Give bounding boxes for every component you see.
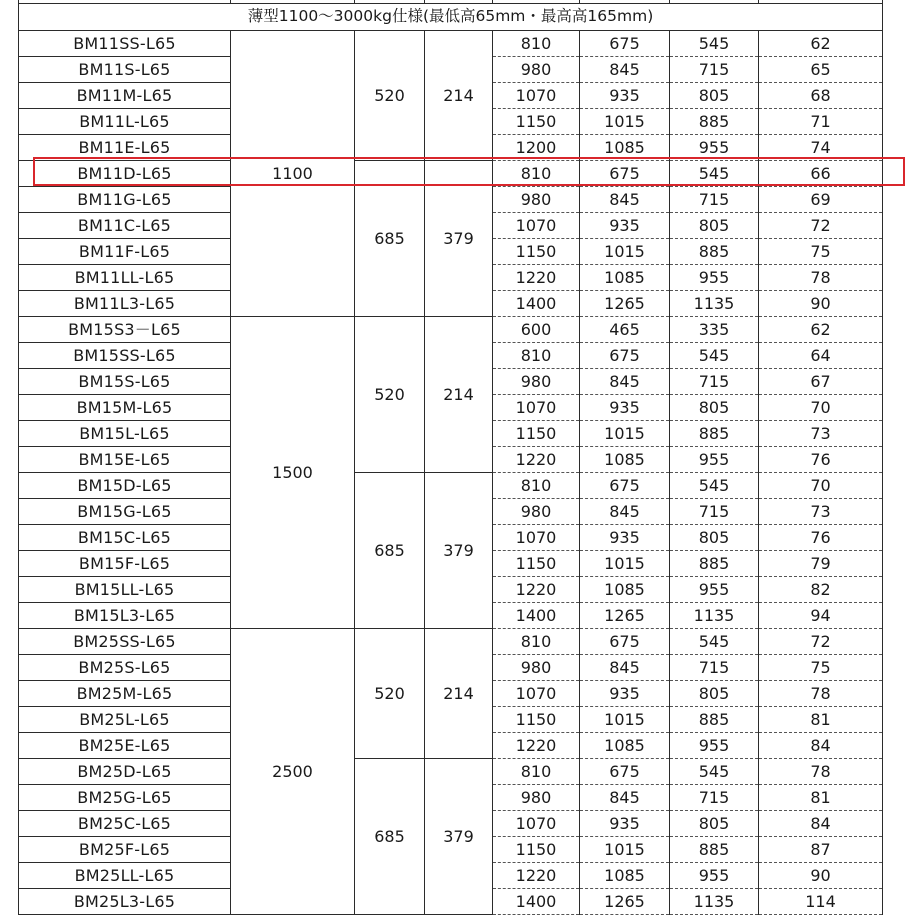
value-cell-1: 1220: [493, 863, 580, 889]
table-row: [19, 759, 883, 785]
value-cell-3: 545: [670, 759, 759, 785]
value-cell-2: 1265: [580, 603, 670, 629]
value-cell-1: 980: [493, 369, 580, 395]
value-cell-1: 810: [493, 343, 580, 369]
model-cell: BM15S-L65: [19, 369, 231, 395]
value-cell-4: 68: [759, 83, 883, 109]
value-cell-3: 715: [670, 57, 759, 83]
model-cell: BM11L-L65: [19, 109, 231, 135]
value-cell-1: 980: [493, 57, 580, 83]
model-cell: BM25F-L65: [19, 837, 231, 863]
value-cell-2: 1085: [580, 265, 670, 291]
capacity-cell: 1100: [231, 31, 355, 317]
model-cell: BM15L3-L65: [19, 603, 231, 629]
value-cell-2: 1085: [580, 733, 670, 759]
value-cell-1: 1400: [493, 603, 580, 629]
value-cell-1: 1150: [493, 239, 580, 265]
value-cell-3: 715: [670, 187, 759, 213]
value-cell-2: 1265: [580, 889, 670, 915]
model-cell: BM15F-L65: [19, 551, 231, 577]
model-cell: BM11C-L65: [19, 213, 231, 239]
model-cell: BM11G-L65: [19, 187, 231, 213]
value-cell-3: 885: [670, 707, 759, 733]
value-cell-1: 810: [493, 31, 580, 57]
value-cell-3: 715: [670, 499, 759, 525]
value-cell-3: 885: [670, 109, 759, 135]
table-row: [19, 629, 883, 655]
table-title-row: [19, 4, 883, 31]
value-cell-3: 805: [670, 83, 759, 109]
dimension-a-cell: 685: [355, 161, 425, 317]
value-cell-3: 545: [670, 161, 759, 187]
model-cell: BM25SS-L65: [19, 629, 231, 655]
value-cell-3: 545: [670, 473, 759, 499]
model-cell: BM11SS-L65: [19, 31, 231, 57]
value-cell-1: 980: [493, 785, 580, 811]
model-cell: BM11LL-L65: [19, 265, 231, 291]
value-cell-4: 78: [759, 681, 883, 707]
value-cell-4: 94: [759, 603, 883, 629]
value-cell-2: 675: [580, 629, 670, 655]
value-cell-3: 1135: [670, 603, 759, 629]
value-cell-4: 65: [759, 57, 883, 83]
value-cell-4: 64: [759, 343, 883, 369]
value-cell-3: 885: [670, 421, 759, 447]
value-cell-1: 980: [493, 187, 580, 213]
value-cell-4: 75: [759, 239, 883, 265]
value-cell-1: 1150: [493, 837, 580, 863]
value-cell-3: 1135: [670, 291, 759, 317]
model-cell: BM11S-L65: [19, 57, 231, 83]
model-cell: BM25L-L65: [19, 707, 231, 733]
value-cell-3: 335: [670, 317, 759, 343]
value-cell-3: 885: [670, 551, 759, 577]
value-cell-3: 955: [670, 863, 759, 889]
dimension-b-cell: 379: [425, 161, 493, 317]
spec-table: [18, 0, 883, 915]
value-cell-2: 1085: [580, 135, 670, 161]
capacity-cell: 1500: [231, 317, 355, 629]
value-cell-1: 1150: [493, 109, 580, 135]
value-cell-3: 885: [670, 837, 759, 863]
value-cell-1: 810: [493, 629, 580, 655]
dimension-b-cell: 214: [425, 317, 493, 473]
dimension-a-cell: 685: [355, 473, 425, 629]
value-cell-2: 935: [580, 395, 670, 421]
value-cell-4: 69: [759, 187, 883, 213]
value-cell-1: 1400: [493, 291, 580, 317]
model-cell: BM15C-L65: [19, 525, 231, 551]
value-cell-1: 1070: [493, 213, 580, 239]
model-cell: BM25C-L65: [19, 811, 231, 837]
model-cell: BM25L3-L65: [19, 889, 231, 915]
value-cell-4: 81: [759, 785, 883, 811]
value-cell-1: 1200: [493, 135, 580, 161]
model-cell: BM11D-L65: [19, 161, 231, 187]
value-cell-2: 675: [580, 161, 670, 187]
value-cell-3: 715: [670, 369, 759, 395]
value-cell-4: 90: [759, 291, 883, 317]
value-cell-4: 84: [759, 811, 883, 837]
value-cell-1: 1150: [493, 551, 580, 577]
model-cell: BM25LL-L65: [19, 863, 231, 889]
capacity-cell: 2500: [231, 629, 355, 915]
value-cell-4: 62: [759, 317, 883, 343]
dimension-b-cell: 214: [425, 31, 493, 161]
value-cell-2: 675: [580, 343, 670, 369]
value-cell-4: 78: [759, 265, 883, 291]
value-cell-1: 810: [493, 473, 580, 499]
value-cell-4: 71: [759, 109, 883, 135]
value-cell-2: 935: [580, 83, 670, 109]
model-cell: BM11F-L65: [19, 239, 231, 265]
value-cell-1: 1070: [493, 681, 580, 707]
model-cell: BM25E-L65: [19, 733, 231, 759]
value-cell-3: 1135: [670, 889, 759, 915]
value-cell-1: 600: [493, 317, 580, 343]
model-cell: BM15SS-L65: [19, 343, 231, 369]
model-cell: BM25M-L65: [19, 681, 231, 707]
value-cell-3: 805: [670, 213, 759, 239]
value-cell-2: 845: [580, 499, 670, 525]
dimension-a-cell: 520: [355, 317, 425, 473]
value-cell-2: 1015: [580, 239, 670, 265]
value-cell-2: 935: [580, 811, 670, 837]
value-cell-1: 980: [493, 655, 580, 681]
value-cell-3: 545: [670, 343, 759, 369]
value-cell-4: 75: [759, 655, 883, 681]
value-cell-2: 935: [580, 681, 670, 707]
model-cell: BM11L3-L65: [19, 291, 231, 317]
value-cell-1: 1400: [493, 889, 580, 915]
model-cell: BM15S3－L65: [19, 317, 231, 343]
value-cell-1: 810: [493, 759, 580, 785]
table-row: [19, 473, 883, 499]
value-cell-4: 79: [759, 551, 883, 577]
value-cell-2: 1015: [580, 707, 670, 733]
value-cell-4: 74: [759, 135, 883, 161]
value-cell-3: 545: [670, 31, 759, 57]
value-cell-2: 675: [580, 473, 670, 499]
value-cell-2: 675: [580, 31, 670, 57]
value-cell-2: 1015: [580, 109, 670, 135]
value-cell-1: 1070: [493, 811, 580, 837]
dimension-b-cell: 214: [425, 629, 493, 759]
value-cell-2: 1085: [580, 863, 670, 889]
value-cell-2: 845: [580, 57, 670, 83]
value-cell-2: 935: [580, 213, 670, 239]
value-cell-2: 1085: [580, 577, 670, 603]
model-cell: BM25G-L65: [19, 785, 231, 811]
value-cell-1: 1070: [493, 83, 580, 109]
dimension-b-cell: 379: [425, 473, 493, 629]
model-cell: BM15LL-L65: [19, 577, 231, 603]
value-cell-2: 845: [580, 369, 670, 395]
value-cell-2: 845: [580, 785, 670, 811]
value-cell-1: 1150: [493, 707, 580, 733]
value-cell-3: 715: [670, 785, 759, 811]
model-cell: BM15D-L65: [19, 473, 231, 499]
model-cell: BM25D-L65: [19, 759, 231, 785]
value-cell-4: 76: [759, 525, 883, 551]
dimension-a-cell: 520: [355, 31, 425, 161]
model-cell: BM15L-L65: [19, 421, 231, 447]
model-cell: BM15M-L65: [19, 395, 231, 421]
value-cell-4: 90: [759, 863, 883, 889]
value-cell-2: 1265: [580, 291, 670, 317]
value-cell-3: 805: [670, 681, 759, 707]
value-cell-1: 1220: [493, 733, 580, 759]
value-cell-1: 1070: [493, 395, 580, 421]
value-cell-2: 465: [580, 317, 670, 343]
model-cell: BM25S-L65: [19, 655, 231, 681]
table-row: [19, 31, 883, 57]
value-cell-4: 62: [759, 31, 883, 57]
value-cell-4: 72: [759, 629, 883, 655]
dimension-b-cell: 379: [425, 759, 493, 915]
value-cell-2: 1085: [580, 447, 670, 473]
value-cell-4: 67: [759, 369, 883, 395]
value-cell-1: 810: [493, 161, 580, 187]
value-cell-1: 1150: [493, 421, 580, 447]
value-cell-1: 980: [493, 499, 580, 525]
value-cell-3: 805: [670, 395, 759, 421]
value-cell-3: 955: [670, 265, 759, 291]
table-title: 薄型1100～3000kg仕様(最低高65mm・最高高165mm): [19, 4, 883, 31]
value-cell-4: 114: [759, 889, 883, 915]
value-cell-3: 955: [670, 577, 759, 603]
value-cell-3: 805: [670, 811, 759, 837]
value-cell-4: 76: [759, 447, 883, 473]
value-cell-3: 885: [670, 239, 759, 265]
value-cell-2: 1015: [580, 421, 670, 447]
value-cell-3: 955: [670, 135, 759, 161]
value-cell-1: 1220: [493, 447, 580, 473]
dimension-a-cell: 520: [355, 629, 425, 759]
value-cell-4: 81: [759, 707, 883, 733]
value-cell-4: 73: [759, 499, 883, 525]
value-cell-1: 1070: [493, 525, 580, 551]
value-cell-1: 1220: [493, 265, 580, 291]
value-cell-2: 845: [580, 187, 670, 213]
value-cell-4: 70: [759, 395, 883, 421]
value-cell-3: 955: [670, 733, 759, 759]
value-cell-2: 1015: [580, 837, 670, 863]
table-row-highlighted: [19, 161, 883, 187]
model-cell: BM15E-L65: [19, 447, 231, 473]
value-cell-4: 82: [759, 577, 883, 603]
value-cell-1: 1220: [493, 577, 580, 603]
value-cell-4: 87: [759, 837, 883, 863]
value-cell-3: 545: [670, 629, 759, 655]
model-cell: BM15G-L65: [19, 499, 231, 525]
value-cell-2: 1015: [580, 551, 670, 577]
value-cell-4: 84: [759, 733, 883, 759]
value-cell-4: 72: [759, 213, 883, 239]
model-cell: BM11E-L65: [19, 135, 231, 161]
value-cell-3: 955: [670, 447, 759, 473]
value-cell-3: 715: [670, 655, 759, 681]
spec-sheet: [18, 0, 882, 911]
value-cell-3: 805: [670, 525, 759, 551]
dimension-a-cell: 685: [355, 759, 425, 915]
value-cell-4: 66: [759, 161, 883, 187]
value-cell-4: 78: [759, 759, 883, 785]
table-row: [19, 317, 883, 343]
value-cell-4: 73: [759, 421, 883, 447]
spec-table-body: [19, 0, 883, 915]
model-cell: BM11M-L65: [19, 83, 231, 109]
value-cell-2: 845: [580, 655, 670, 681]
value-cell-2: 675: [580, 759, 670, 785]
value-cell-4: 70: [759, 473, 883, 499]
value-cell-2: 935: [580, 525, 670, 551]
